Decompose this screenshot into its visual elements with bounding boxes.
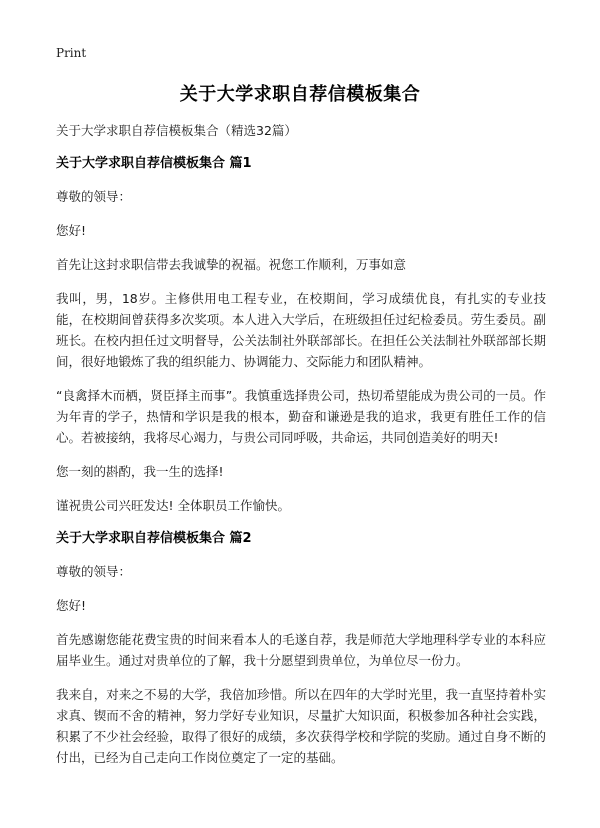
salutation: 尊敬的领导： <box>56 189 132 204</box>
page-title: 关于大学求职自荐信模板集合 <box>179 84 421 105</box>
paragraph: 我叫，男，18岁。主修供用电工程专业，在校期间，学习成绩优良，有扎实的专业技能，在校期间曾获得多次奖项。本人进入大学后，在班级担任过纪检委员。劳生委员。副班长。在校内担任过文明督导，公关法制社外联部部长。在担任公关法制社外联部部长期间，很好地锻炼了我的组织能力、协调能力、交际能力和团队精神。 <box>56 291 546 369</box>
greeting: 您好! <box>56 223 87 238</box>
subtitle: 关于大学求职自荐信模板集合（精选32篇） <box>56 123 297 138</box>
document-body <box>56 120 546 781</box>
paragraph: 首先感谢您能花费宝贵的时间来看本人的毛遂自荐，我是师范大学地理科学专业的本科应届毕业生。通过对贵单位的了解，我十分愿望到贵单位，为单位尽一份力。 <box>56 632 546 668</box>
salutation: 尊敬的领导： <box>56 564 132 579</box>
greeting: 您好! <box>56 598 87 613</box>
section-heading-1: 关于大学求职自荐信模板集合 篇1 <box>56 156 252 171</box>
paragraph: 首先让这封求职信带去我诚挚的祝福。祝您工作顺利，万事如意 <box>56 257 407 272</box>
print-link[interactable]: Print <box>56 46 87 60</box>
closing: 谨祝贵公司兴旺发达! 全体职员工作愉快。 <box>56 498 290 513</box>
paragraph: 您一刻的斟酌，我一生的选择! <box>56 464 224 479</box>
section-heading-2: 关于大学求职自荐信模板集合 篇2 <box>56 531 252 546</box>
paragraph: “良禽择木而栖，贤臣择主而事”。我慎重选择贵公司，热切希望能成为贵公司的一员。作为年青的学子，热情和学识是我的根本，勤奋和谦逊是我的追求，我更有胜任工作的信心。若被接纳，我将尽心竭力，与贵公司同呼吸，共命运，共同创造美好的明天! <box>56 388 546 445</box>
paragraph: 我来自，对来之不易的大学，我倍加珍惜。所以在四年的大学时光里，我一直坚持着朴实求真、锲而不舍的精神，努力学好专业知识，尽量扩大知识面，积极参加各种社会实践，积累了不少社会经验，取得了很好的成绩，多次获得学校和学院的奖励。通过自身不断的付出，已经为自己走向工作岗位奠定了一定的基础。 <box>56 687 546 765</box>
